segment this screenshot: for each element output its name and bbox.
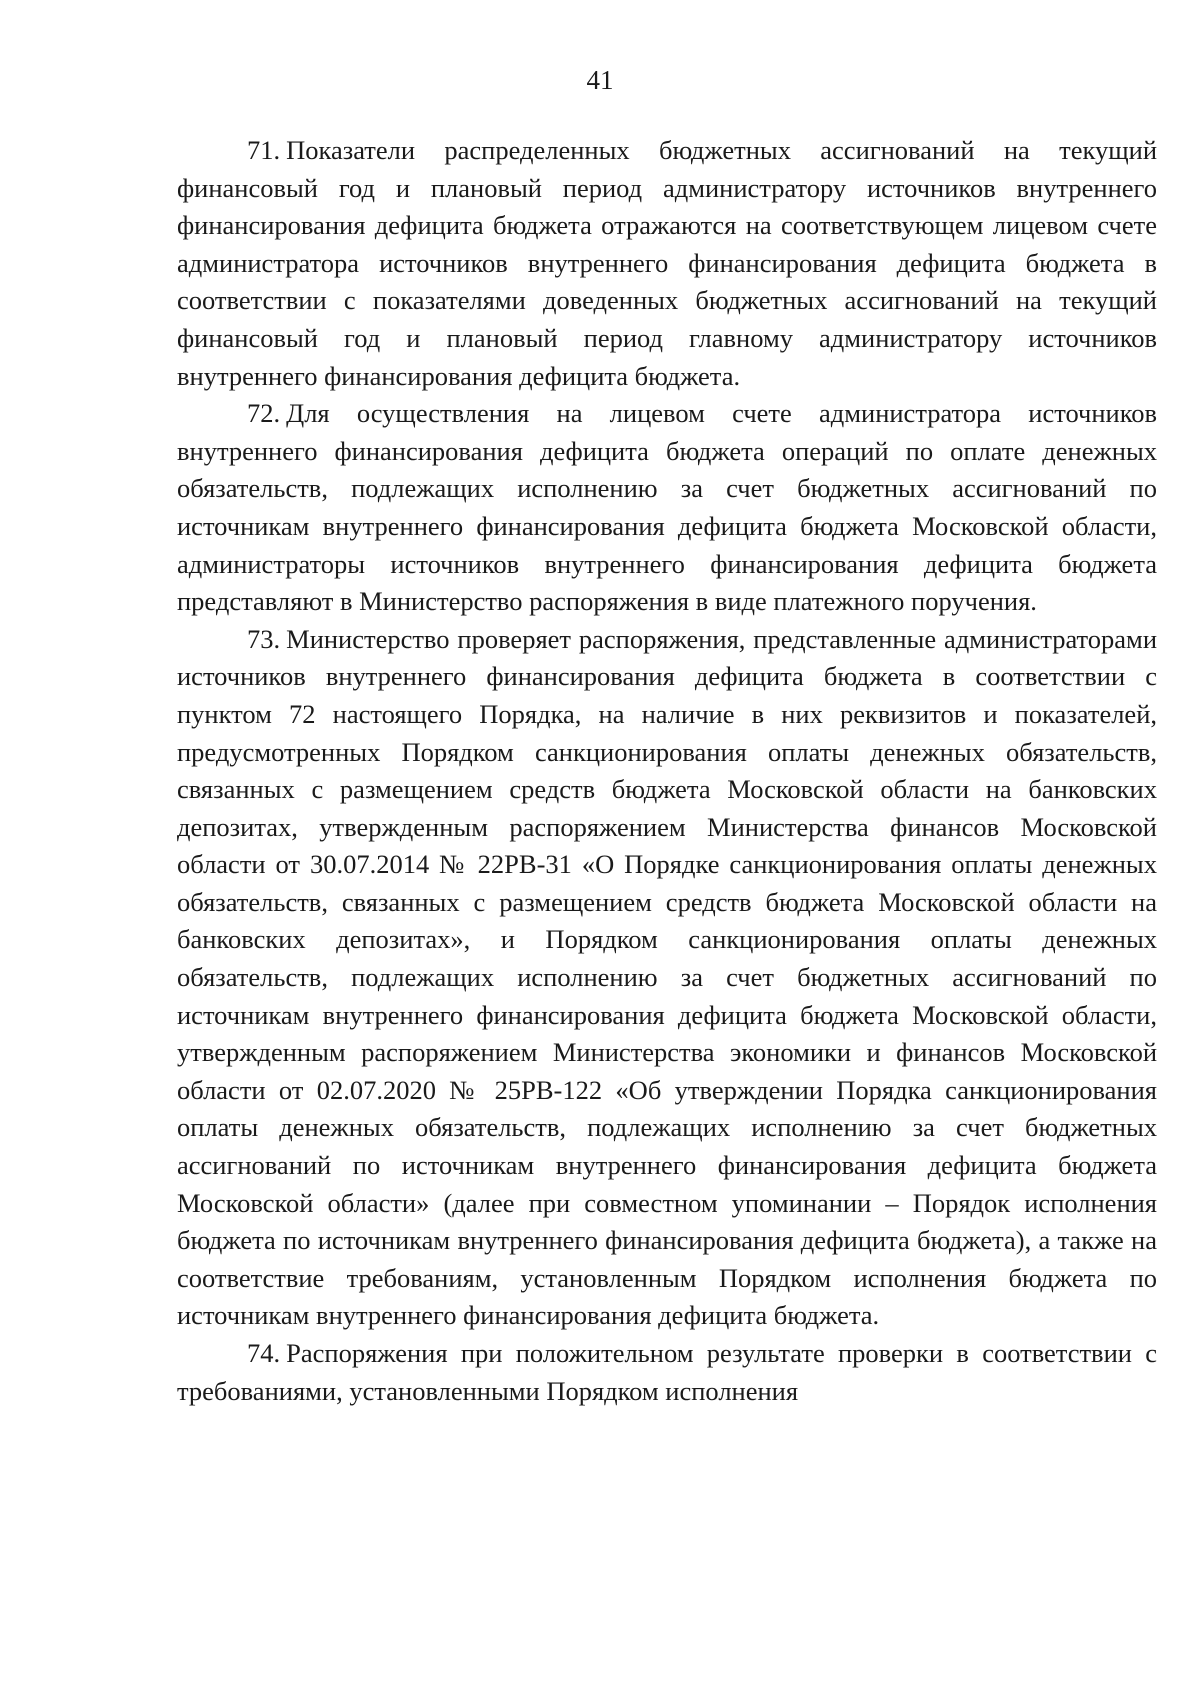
paragraph-text: Министерство проверяет распоряжения, представленные администраторами источников внутреннего финансирования дефицита бюджета в соответствии с пунктом 72 настоящего Порядка, на наличие в них реквизитов и показателей, предусмотренных Порядком санкционирования оплаты денежных обязательств, связанных с размещением средств бюджета Московской области на банковских депозитах, утвержденным распоряжением Министерства финансов Московской области от 30.07.2014 № 22РВ-31 «О Порядке санкционирования оплаты денежных обязательств, связанных с размещением средств бюджета Московской области на банковских депозитах», и Порядком санкционирования оплаты денежных обязательств, подлежащих исполнению за счет бюджетных ассигнований по источникам внутреннего финансирования дефицита бюджета Московской области, утвержденным распоряжением Министерства экономики и финансов Московской области от 02.07.2020 № 25РВ-122 «Об утверждении Порядка санкционирования оплаты денежных обязательств, подлежащих исполнению за счет бюджетных ассигнований по источникам внутреннего финансирования дефицита бюджета Московской области» (далее при совместном упоминании – Порядок исполнения бюджета по источникам внутреннего финансирования дефицита бюджета), а также на соответствие требованиям, установленным Порядком исполнения бюджета по источникам внутреннего финансирования дефицита бюджета. xyxy=(177,623,1157,1331)
paragraph-text: Для осуществления на лицевом счете администратора источников внутреннего финансирования дефицита бюджета операций по оплате денежных обязательств, подлежащих исполнению за счет бюджетных ассигнований по источникам внутреннего финансирования дефицита бюджета Московской области, администраторы источников внутреннего финансирования дефицита бюджета представляют в Министерство распоряжения в виде платежного поручения. xyxy=(177,398,1157,617)
page-number: 41 xyxy=(586,65,614,95)
paragraph-72 xyxy=(177,395,1157,621)
paragraph-text: Показатели распределенных бюджетных ассигнований на текущий финансовый год и плановый период администратору источников внутреннего финансирования дефицита бюджета отражаются на соответствующем лицевом счете администратора источников внутреннего финансирования дефицита бюджета в соответствии с показателями доведенных бюджетных ассигнований на текущий финансовый год и плановый период главному администратору источников внутреннего финансирования дефицита бюджета. xyxy=(177,135,1157,391)
paragraph-number: 72. xyxy=(247,398,281,429)
paragraph-74 xyxy=(177,1335,1157,1410)
paragraph-number: 71. xyxy=(247,135,281,165)
document-body xyxy=(177,132,1157,1410)
paragraph-number: 74. xyxy=(247,1338,281,1368)
paragraph-71 xyxy=(177,132,1157,395)
paragraph-number: 73. xyxy=(247,623,281,654)
paragraph-text: Распоряжения при положительном результате проверки в соответствии с требованиями, установленными Порядком исполнения xyxy=(177,1338,1157,1406)
paragraph-73 xyxy=(177,621,1157,1335)
